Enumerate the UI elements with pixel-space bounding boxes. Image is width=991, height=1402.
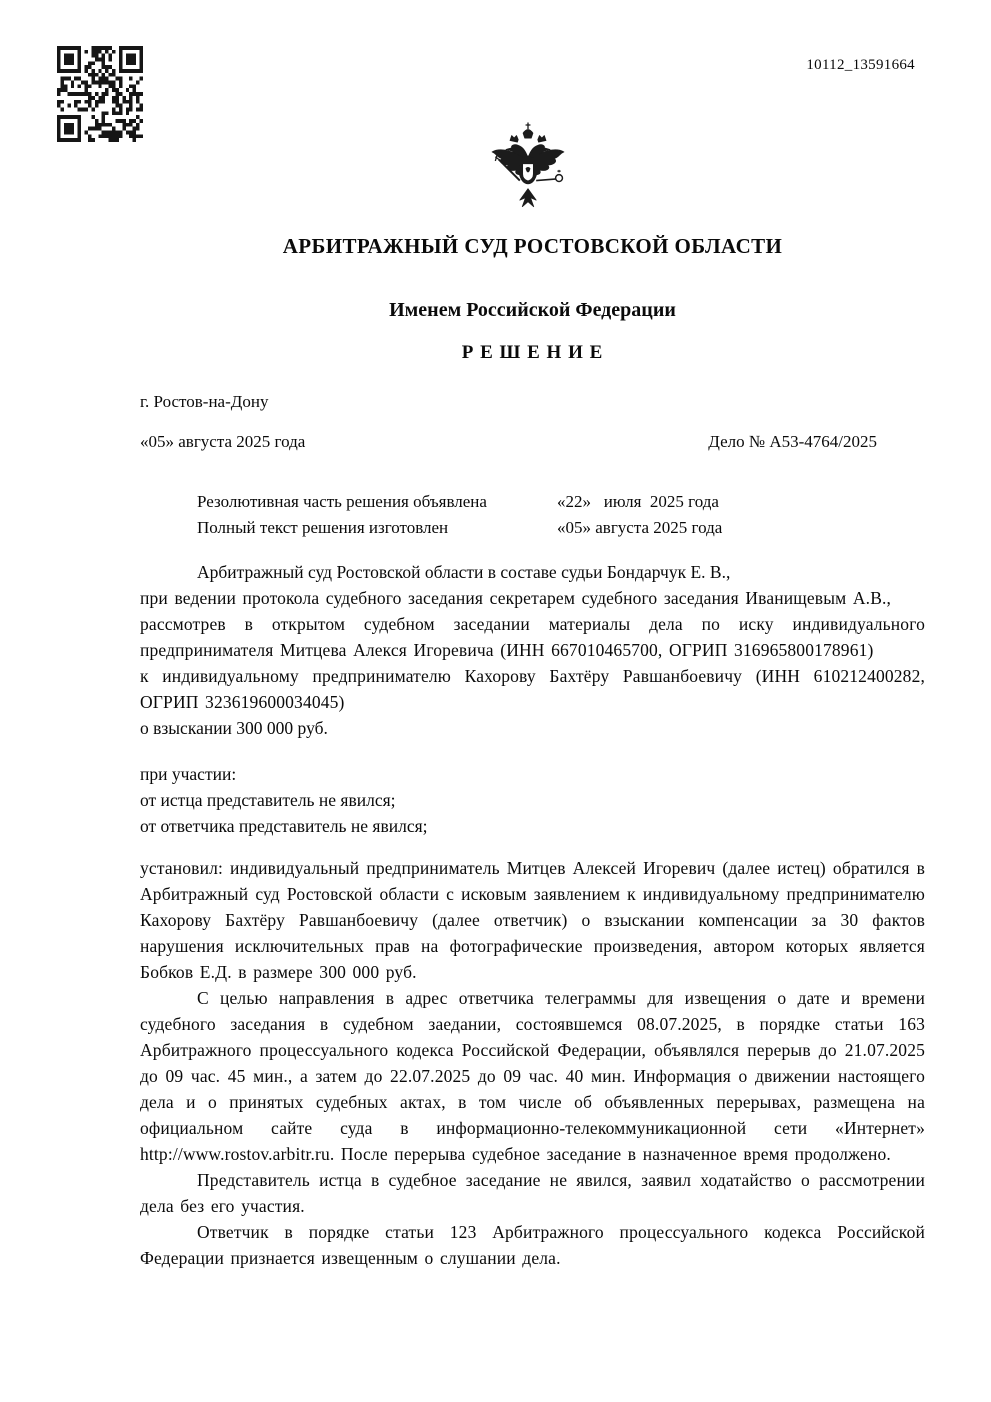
decision-title: Р Е Ш Е Н И Е: [461, 342, 604, 363]
resolutive-dates-block: [197, 489, 722, 541]
date-case-row: [140, 432, 925, 452]
paragraph-telegram-notice: С целью направления в адрес ответчика телеграммы для извещения о дате и времени судебного заседания в судебном заедании, состоявшемся 08.07.2025, в порядке статьи 163 Арбитражного процессуального кодекса Российской Федерации, объявлялся перерыв до 21.07.2025 до 09 час. 45 мин., а затем до 22.07.2025 до 09 час. 40 мин. Информация о движении настоящего дела и о принятых судебных актах, в том числе об объявленных перерывах, размещена на официальном сайте суда в информационно-телекоммуникационной сети «Интернет» http://www.rostov.arbitr.ru. После перерыва судебное заседание в назначенное время продолжено.: [140, 988, 925, 1164]
paragraph-defendant: к индивидуальному предпринимателю Кахорову Бахтёру Равшанбоевичу (ИНН 610212400282, ОГРИП 323619600034045): [140, 666, 925, 712]
paragraph-claim-amount: о взыскании 300 000 руб.: [140, 718, 328, 738]
paragraph-plaintiff-motion: Представитель истца в судебное заседание не явился, заявил ходатайство о рассмотрении дела без его участия.: [140, 1170, 925, 1216]
fulltext-made-date: «05» августа 2025 года: [557, 518, 723, 537]
paragraph-defendant-notified: Ответчик в порядке статьи 123 Арбитражного процессуального кодекса Российской Федерации признается извещенным о слушании дела.: [140, 1222, 925, 1268]
fulltext-made-label: Полный текст решения изготовлен: [197, 518, 449, 537]
decision-body: [140, 559, 925, 1271]
resolutive-announced-date: «22» июля 2025 года: [557, 492, 719, 511]
participation-defendant: от ответчика представитель не явился;: [140, 816, 428, 836]
resolutive-announced-line: [197, 489, 722, 515]
paragraph-established: установил: индивидуальный предприниматель Митцев Алексей Игоревич (далее истец) обратился в Арбитражный суд Ростовской области с исковым заявлением к индивидуальному предпринимателю Кахорову Бахтёру Равшанбоевичу (далее ответчик) о взыскании компенсации за 30 фактов нарушения исключительных прав на фотографические произведения, автором которых является Бобков Е.Д. в размере 300 000 руб.: [140, 858, 925, 982]
in-the-name-subtitle: Именем Российской Федерации: [389, 299, 676, 321]
coat-of-arms-icon: [479, 114, 577, 216]
qr-code-image: [57, 46, 143, 142]
resolutive-announced-label: Резолютивная часть решения объявлена: [197, 492, 487, 511]
decision-date: «05» августа 2025 года: [140, 432, 306, 451]
paragraph-secretary: при ведении протокола судебного заседания секретарем судебного заседания Иванищевым А.В.,: [140, 588, 892, 608]
qr-code: [57, 46, 143, 142]
paragraph-court-composition: Арбитражный суд Ростовской области в составе судьи Бондарчук Е. В.,: [197, 562, 731, 582]
case-number: Дело № А53-4764/2025: [708, 432, 877, 451]
double-headed-eagle: [479, 114, 577, 216]
city-line: г. Ростов-на-Дону: [140, 392, 269, 411]
paragraph-plaintiff: рассмотрев в открытом судебном заседании материалы дела по иску индивидуального предпринимателя Митцева Алекся Игоревича (ИНН 667010465700, ОГРИП 316965800178961): [140, 614, 925, 660]
participation-heading: при участии:: [140, 764, 237, 784]
document-id: 10112_13591664: [806, 57, 915, 73]
fulltext-made-line: [197, 515, 722, 541]
participation-plaintiff: от истца представитель не явился;: [140, 790, 396, 810]
court-name: АРБИТРАЖНЫЙ СУД РОСТОВСКОЙ ОБЛАСТИ: [282, 234, 783, 258]
